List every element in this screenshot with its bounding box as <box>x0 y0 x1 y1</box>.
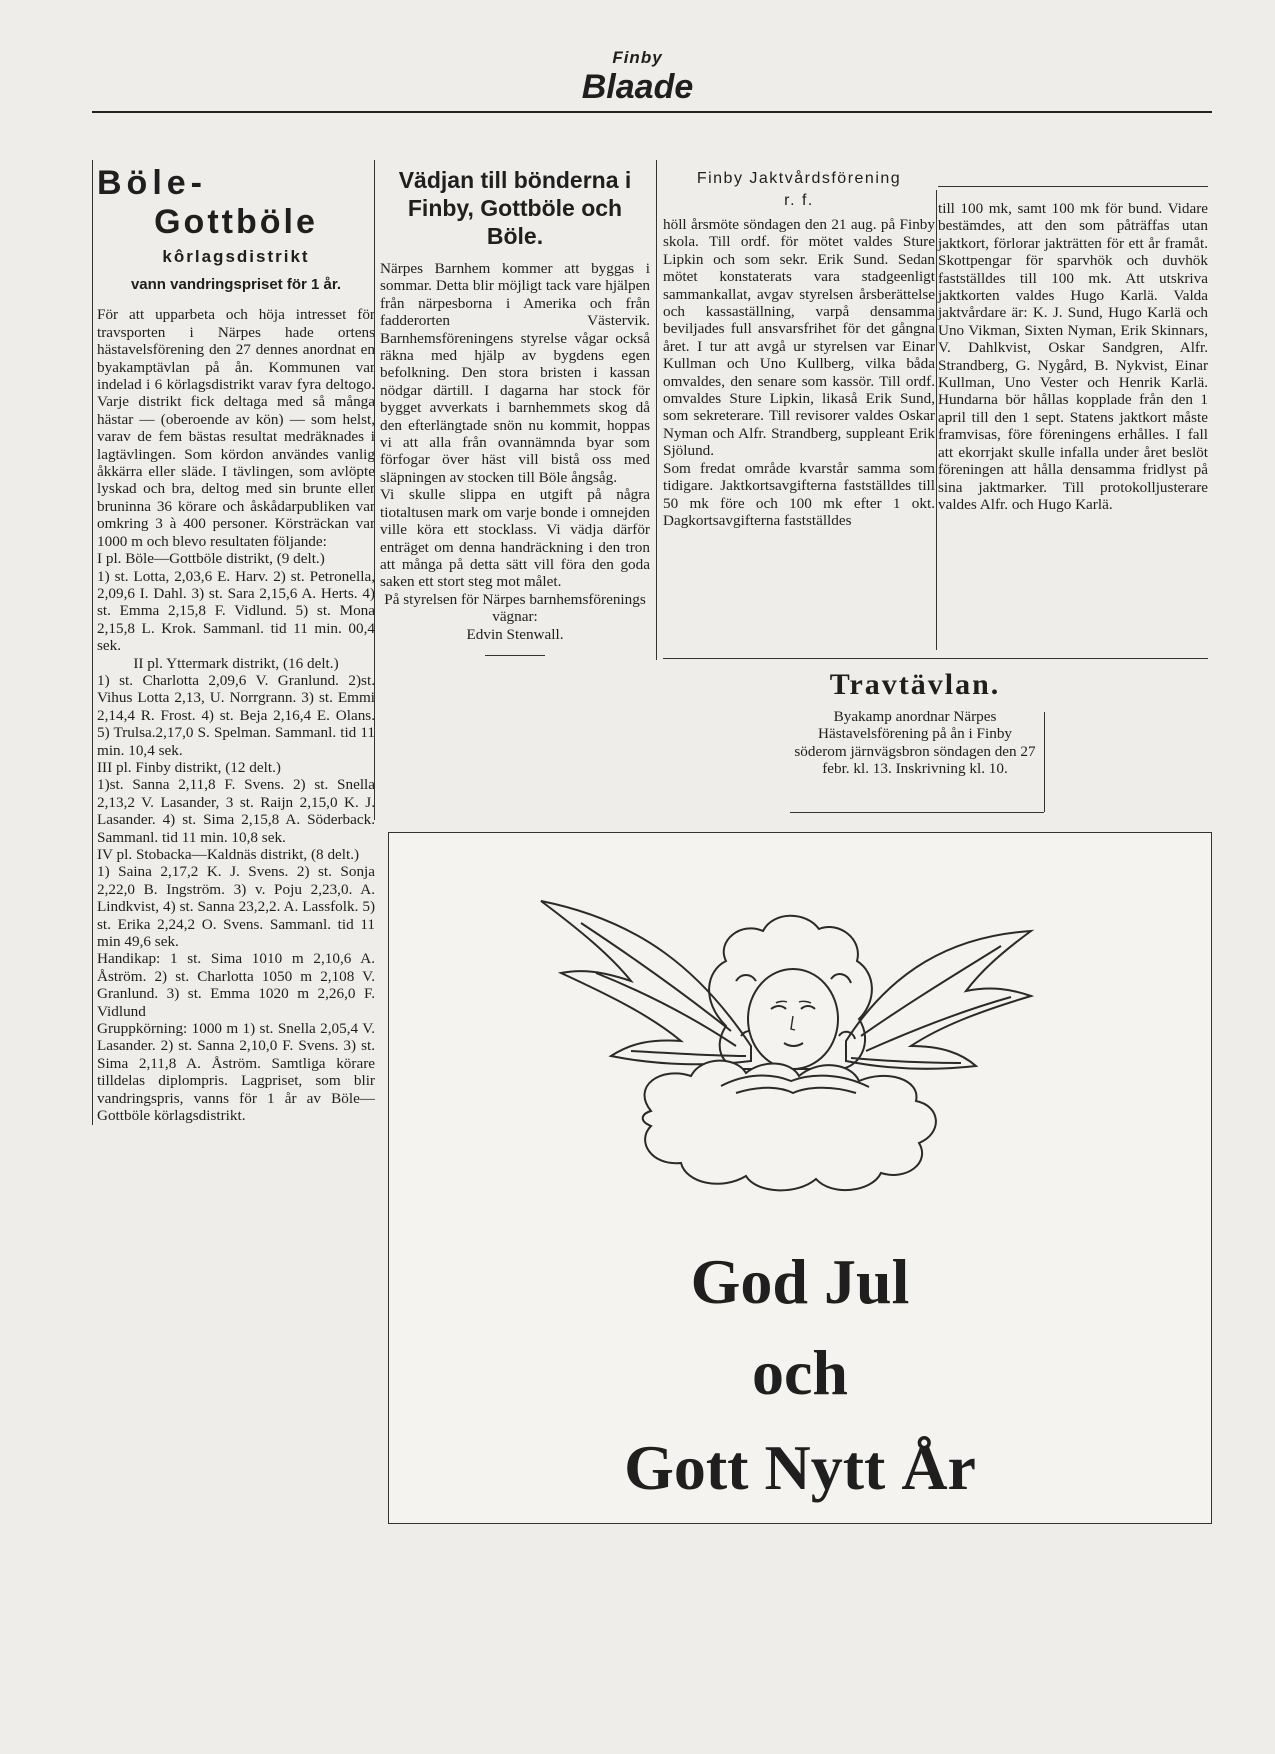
result-heading: I pl. Böle—Gottböle distrikt, (9 delt.) <box>97 550 325 568</box>
notice-bottom-rule <box>790 812 1044 813</box>
notice-trotting-race <box>790 668 1040 778</box>
result-body: 1)st. Sanna 2,11,8 F. Svens. 2) st. Snella 2,13,2 V. Lasander, 3 st. Raijn 2,15,0 K. J. Lasander. 4) st. Sima 2,15,8 A. Söderback. Sammanl. tid 11 min. 10,8 sek. <box>97 776 375 846</box>
result-body: 1) st. Charlotta 2,09,6 V. Granlund. 2)st. Vihus Lotta 2,13, U. Norrgrann. 3) st. Emmi 2,14,4 R. Frost. 4) st. Beja 2,16,4 E. Olans. 5) Trulsa.2,17,0 S. Spelman. Sammanl. tid 11 min. 10,4 sek. <box>97 671 375 759</box>
appeal-signature-name: Edvin Stenwall. <box>466 625 564 643</box>
section-rule <box>663 658 1208 659</box>
hunting-paragraph: Som fredat område kvarstår samma som tidigare. Jaktkortsavgifterna fastställdes till 50 mk före och 100 mk efter 1 okt. Dagkortsavgifterna fastställdes <box>663 459 935 529</box>
result-heading: II pl. Yttermark distrikt, (16 delt.) <box>133 654 339 672</box>
result-body: 1) st. Lotta, 2,03,6 E. Harv. 2) st. Petronella, 2,09,6 I. Dahl. 3) st. Sara 2,15,6 A. Herts. 4) st. Emma 2,15,8 F. Vidlund. 5) st. Mona 2,15,8 L. Krok. Sammanl. tid 11 min. 00,4 sek. <box>97 567 375 655</box>
hunting-headline-suffix: r. f. <box>784 192 814 209</box>
result-heading: IV pl. Stobacka—Kaldnäs distrikt, (8 delt.) <box>97 846 360 863</box>
article-race-results <box>92 160 375 1125</box>
end-rule <box>485 655 545 656</box>
box-top-rule <box>938 186 1208 187</box>
appeal-signature-line: På styrelsen för Närpes barnhemsförenings vägnar: <box>384 590 646 626</box>
headline-line-3: kôrlagsdistrikt <box>162 247 310 266</box>
hunting-headline: Finby Jaktvårdsförening <box>696 170 902 187</box>
column-divider <box>656 160 657 660</box>
appeal-paragraph: Vi skulle slippa en utgift på några tiotaltusen mark om varje bonde i omnejden ville köra ett stocklass. Vi vädja därför enträget om denna handräckning i den tron att många på detta sätt vill föra den goda saken ett stort steg mot målet. <box>380 486 650 591</box>
headline-line-2: Gottböle <box>154 203 318 241</box>
article-hunting-continued <box>938 200 1208 513</box>
masthead-small: Finby <box>612 48 663 67</box>
headline-line-1: Böle- <box>97 164 207 202</box>
result-body: 1) Saina 2,17,2 K. J. Svens. 2) st. Sonja 2,22,0 B. Ingström. 3) v. Poju 2,23,0. A. Lindkvist, 4) st. Sanna 23,2,2. A. Lassfolk. 5) st. Erika 2,24,2 O. Svens. Sammanl. tid 11 min 49,6 sek. <box>97 863 375 951</box>
masthead-title: Blaade <box>581 68 694 106</box>
greeting-line-2: och <box>752 1337 848 1408</box>
notice-title: Travtävlan. <box>829 668 1001 701</box>
greeting-line-3: Gott Nytt År <box>624 1432 976 1503</box>
group-results: Gruppkörning: 1000 m 1) st. Snella 2,05,4 V. Lasander. 2) st. Sanna 2,10,0 F. Svens. 3) st. Sima 2,11,8 A. Åström. Samtliga körare tilldelas diplompris. Lagpriset, som blir vandringspris, vanns för 1 år av Böle—Gottböle körlagsdistrikt. <box>97 1020 375 1125</box>
masthead-rule <box>92 111 1212 113</box>
christmas-greeting-box <box>388 832 1212 1524</box>
angel-illustration <box>501 861 1081 1221</box>
result-heading: III pl. Finby distrikt, (12 delt.) <box>97 758 281 776</box>
notice-border <box>1044 712 1045 812</box>
column-divider <box>374 160 375 820</box>
greeting-line-1: God Jul <box>690 1246 910 1317</box>
appeal-headline: Vädjan till bönderna i Finby, Gottböle och Böle. <box>398 167 632 249</box>
handikap-results: Handikap: 1 st. Sima 1010 m 2,10,6 A. Åström. 2) st. Charlotta 1050 m 2,108 V. Granlund. 3) st. Emma 1020 m 2,26,0 F. Vidlund <box>97 950 375 1020</box>
column-divider <box>936 190 937 650</box>
hunting-paragraph: till 100 mk, samt 100 mk för bund. Vidare bestämdes, att den som påträffas utan jaktkort, förlorar jakträtten för ett år framåt. Skottpengar för sparvhök och duvhök fastställdes till 100 mk. Att utskriva jaktkorten valdes Hugo Karlä. Valda jaktvårdare är: K. J. Sund, Hugo Karlä och Uno Vikman, Sixten Nyman, Erik Skinnars, V. Dahlkvist, Oskar Sandgren, Alfr. Strandberg, G. Nygård, B. Nykvist, Einar Kullman, Uno Vester och Henrik Karlä. Hundarna bör hållas kopplade från den 1 april till den 1 sept. Statens jaktkort måste framvisas, före föreningens erhålles. I fall att ekorrjakt skulle infalla under året beslöt föreningen att hålla densamma fridlyst på sina jaktmarker. Till protokolljusterare valdes Alfr. och Hugo Karlä. <box>938 200 1208 513</box>
appeal-paragraph: Närpes Barnhem kommer att byggas i sommar. Detta blir möjligt tack vare hjälpen från närpesborna i Amerika och från fadderorten Västervik. Barnhemsföreningens styrelse vågar också räkna med hjälp av bygdens egen befolkning. Den stora bristen i kassan nödgar därtill. I dagarna har stock för bygget avverkats i barnhemmets skog då den efterlängtade snön nu kommit, hoppas vi att alla från ovannämnda byar som förfogar över häst vill bistå oss med släpningen av stocken till Böle ångsåg. <box>380 260 650 486</box>
article-appeal <box>380 166 650 656</box>
hunting-paragraph: höll årsmöte söndagen den 21 aug. på Finby skola. Till ordf. för mötet valdes Sture Lipkin och som sekr. Erik Sund. Sedan mötet konstaterats vara stadgeenligt sammankallat, avgav styrelsen årsberättelse och kassaställning, varpå densamma beviljades full ansvarsfrihet för det gångna året. I tur att avgå ur styrelsen var Einar Kullman och Uno Kullberg, vilka båda omvaldes, den senare som kassör. Till ordf. omvaldes Sture Lipkin, likaså Erik Sund, som sekreterare. Till revisorer valdes Oskar Nyman och Alfr. Strandberg, suppleant Erik Sjölund. <box>663 216 935 460</box>
article-hunting-association <box>663 168 935 529</box>
notice-body: Byakamp anordnar Närpes Hästavelsförening på ån i Finby söderom järnvägsbron söndagen den 27 febr. kl. 13. Inskrivning kl. 10. <box>794 708 1036 778</box>
article-paragraph: För att upparbeta och höja intresset för travsporten i Närpes hade ortens hästavelsförening den 27 dennes anordnat en byakamptävlan på ån. Kommunen var indelad i 6 körlagsdistrikt varav fyra deltogo. Varje distrikt fick deltaga med så många hästar — (oberoende av kön) — som helst, varav de fem bästas resultat medräknades i lagtävlingen. Som kördon användes vanlig åkkärra eller släde. I tävlingen, som avlöpte lyskad och bra, deltog med sin brunte eller bruninna 36 körare och åskådarpubliken var omkring 3 à 400 personer. Körsträckan var 1000 m och blevo resultaten följande: <box>97 306 375 550</box>
subheadline: vann vandringspriset för 1 år. <box>130 276 342 294</box>
